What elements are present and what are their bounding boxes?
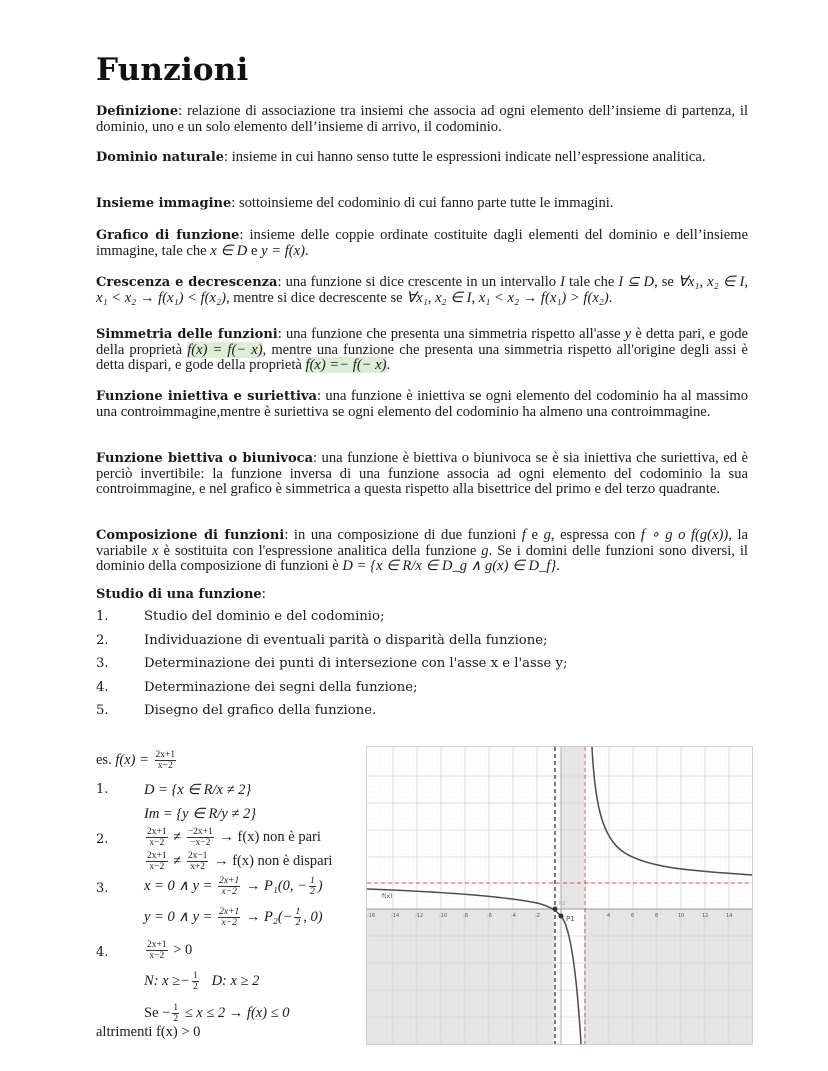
term-grafico: Grafico di funzione	[96, 228, 240, 243]
svg-text:-8: -8	[463, 913, 468, 919]
paragraph-biettiva: Funzione biettiva o biunivoca: una funzione è biettiva o biunivoca se è sia iniettiva che suriettiva, ed è perciò invertibile: la funzione inversa di una funzione associa ad ogni elemento del codominio la sua controimmagine, e nel grafico è simmetrica a questa rispetto alla bisettrice del primo e del terzo quadrante.	[96, 450, 748, 498]
svg-text:-12: -12	[415, 913, 424, 919]
paragraph-crescenza: Crescenza e decrescenza: una funzione si dice crescente in un intervallo I tale che I ⊆ D, se ∀x₁, x₂ ∈ I, x₁ < x₂ → f(x₁) < f(x₂), mentre si dice decrescente se ∀x₁, x₂ ∈ I, x₁ < x₂ → f(x₁) > f(x₂).	[96, 274, 748, 306]
studio-steps-list	[96, 607, 567, 725]
paragraph-grafico: Grafico di funzione: insieme delle coppie ordinate costituite dagli elementi del dominio e dell’insieme immagine, tale che x ∈ D e y = f(x).	[96, 227, 749, 259]
paragraph-dominio-naturale: Dominio naturale: insieme in cui hanno senso tutte le espressioni indicate nell’espressione analitica.	[96, 149, 706, 165]
fraction: $\frac{2x+1}{x-2}$	[155, 750, 176, 771]
svg-text:8: 8	[655, 913, 659, 919]
term-definizione: Definizione	[96, 104, 179, 119]
term-crescenza: Crescenza e decrescenza	[96, 275, 278, 290]
highlight-dispari: f(x) =− f(− x)	[305, 357, 387, 374]
paragraph-studio: Studio di una funzione:	[96, 586, 266, 602]
point-p2	[553, 907, 558, 912]
term-insieme-immagine: Insieme immagine	[96, 196, 232, 211]
paragraph-insieme-immagine: Insieme immagine: sottoinsieme del codominio di cui fanno parte tutte le immagini.	[96, 195, 614, 211]
term-biettiva: Funzione biettiva o biunivoca	[96, 451, 313, 466]
example-function: es. f(x) = $\frac{2x+1}{x-2}$	[96, 750, 176, 771]
term-studio: Studio di una funzione	[96, 587, 262, 602]
list-item: 1. Studio del dominio e del codominio;	[96, 609, 385, 624]
svg-text:14: 14	[726, 913, 733, 919]
svg-text:-4: -4	[511, 913, 516, 919]
term-iniettiva: Funzione iniettiva e suriettiva	[96, 389, 317, 404]
svg-text:-14: -14	[391, 913, 400, 919]
svg-text:-6: -6	[487, 913, 492, 919]
point-p1	[559, 914, 564, 919]
list-item: 5. Disegno del grafico della funzione.	[96, 703, 377, 719]
svg-text:-2: -2	[535, 913, 540, 919]
term-simmetria: Simmetria delle funzioni	[96, 327, 278, 342]
page-title: Funzioni	[96, 52, 249, 88]
paragraph-composizione: Composizione di funzioni: in una composizione di due funzioni f e g, espressa con f ∘ g o f(g(x)), la variabile x è sostituita con l'espressione analitica della funzione g. Se i domini delle funzioni sono diversi, il dominio della composizione di funzioni è D = {x ∈ R/x ∈ D_g ∧ g(x) ∈ D_f}.	[96, 527, 748, 575]
svg-text:4: 4	[607, 913, 611, 919]
term-composizione: Composizione di funzioni	[96, 528, 285, 543]
svg-text:6: 6	[631, 913, 635, 919]
svg-text:12: 12	[702, 913, 709, 919]
svg-text:10: 10	[678, 913, 685, 919]
graph-canvas	[367, 747, 752, 1044]
paragraph-definizione: Definizione: relazione di associazione tra insiemi che associa ad ogni elemento dell’insieme di partenza, il dominio, uno e un solo elemento dell’insieme di arrivo, il codominio.	[96, 103, 748, 135]
function-graph	[366, 746, 753, 1045]
term-dominio-naturale: Dominio naturale	[96, 150, 225, 165]
paragraph-simmetria: Simmetria delle funzioni: una funzione che presenta una simmetria rispetto all'asse y è detta pari, e gode della proprietà f(x) = f(− x), mentre una funzione che presenta una simmetria rispetto all'origine degli assi è detta dispari, e gode della proprietà f(x) =− f(− x).	[96, 326, 748, 374]
point-p1-label: P1	[566, 915, 575, 923]
list-item: 4. Determinazione dei segni della funzione;	[96, 679, 418, 695]
point-p2-label: P2	[559, 901, 566, 907]
list-item: 2. Individuazione di eventuali parità o disparità della funzione;	[96, 632, 548, 648]
list-item: 3. Determinazione dei punti di intersezione con l'asse x e l'asse y;	[96, 656, 568, 672]
svg-text:-10: -10	[439, 913, 448, 919]
function-label: f(x)	[382, 893, 393, 900]
svg-text:-16: -16	[367, 913, 376, 919]
example-step-4-altrimenti: altrimenti f(x) > 0	[96, 1024, 201, 1040]
paragraph-iniettiva: Funzione iniettiva e suriettiva: una funzione è iniettiva se ogni elemento del codominio ha al massimo una controimmagine,mentre è suriettiva se ogni elemento del codominio ha almeno una controimmagine.	[96, 388, 748, 420]
highlight-pari: f(x) = f(− x)	[187, 341, 263, 358]
